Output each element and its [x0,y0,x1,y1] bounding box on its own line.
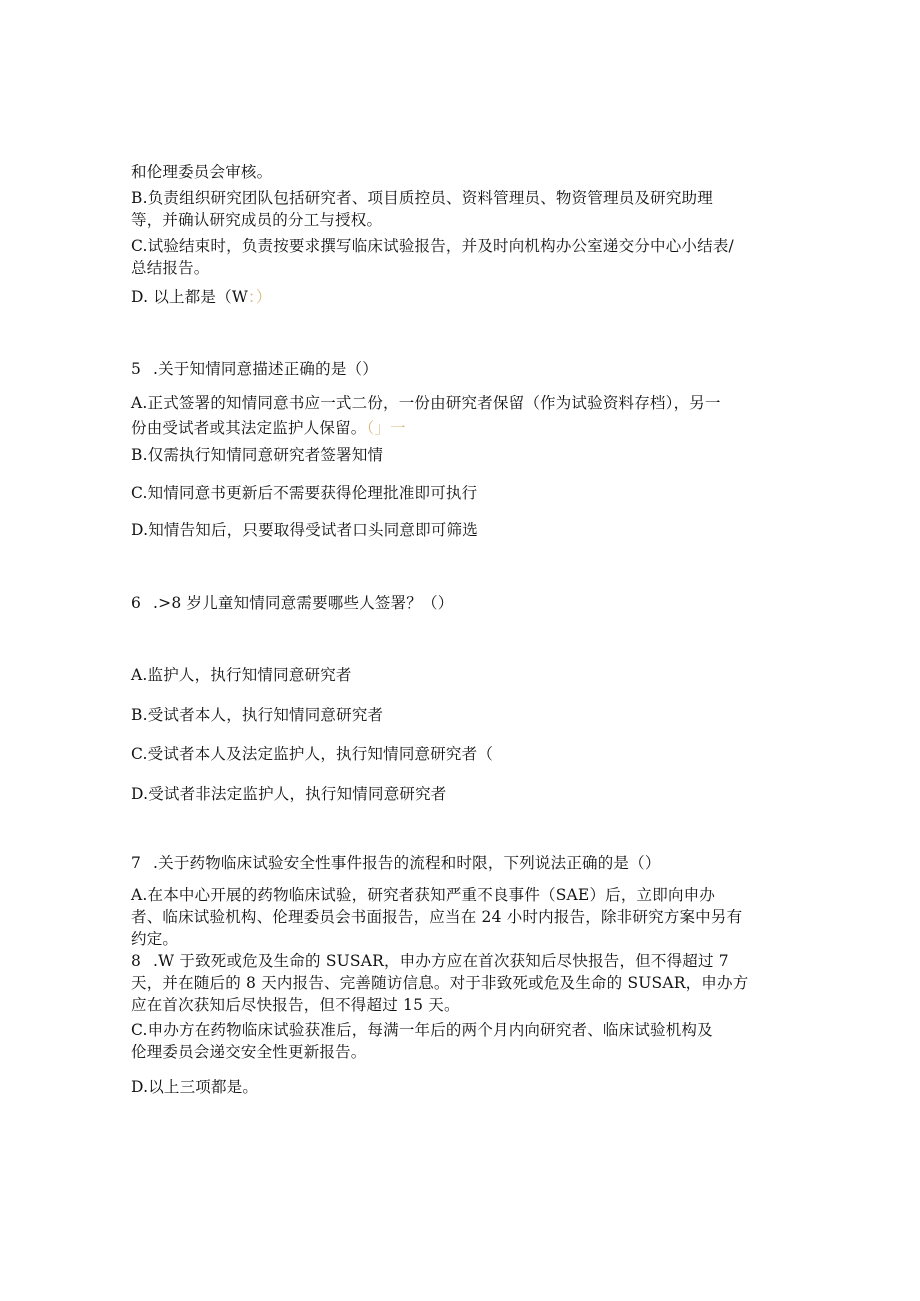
q5-option-a-line2-text: 份由受试者或其法定监护人保留。 [131,419,367,437]
q7-option-c-line2: 伦理委员会递交安全性更新报告。 [131,1043,367,1061]
q6-option-d: D.受试者非法定监护人，执行知情同意研究者 [131,785,447,803]
q7-option-b-number: 8 [131,952,142,970]
q5-option-b: B.仅需执行知情同意研究者签署知情 [131,446,384,464]
q5-option-a-line1: A.正式签署的知情同意书应一式二份，一份由研究者保留（作为试验资料存档），另一 [131,394,721,412]
q4-option-b-line1: B.负责组织研究团队包括研究者、项目质控员、资料管理员、物资管理员及研究助理 [131,189,713,207]
q5-number: 5 [131,360,142,378]
q7-option-b-line2: 天，并在随后的 8 天内报告、完善随访信息。对于非致死或危及生命的 SUSAR，申办方 [131,974,749,992]
q4-option-a-continuation: 和伦理委员会审核。 [131,163,273,181]
q7-option-a-line1: A.在本中心开展的药物临床试验，研究者获知严重不良事件（SAE）后，立即向申办 [131,886,716,904]
q4-option-c-line1: C.试验结束时，负责按要求撰写临床试验报告，并及时向机构办公室递交分中心小结表/ [131,237,734,255]
q7-option-b-line1 [131,950,729,972]
q7-option-d: D.以上三项都是。 [131,1078,259,1096]
q6-stem-text: .>8 岁儿童知情同意需要哪些人签署？（） [153,594,454,612]
q5-stem [131,358,378,380]
q4-answer-mark: ：） [247,288,272,306]
q4-option-d [131,286,272,308]
q4-option-b-line2: 等，并确认研究成员的分工与授权。 [131,211,383,229]
q7-stem [131,852,661,874]
q7-number: 7 [131,854,142,872]
q7-option-a-line3: 约定。 [131,930,179,948]
q5-answer-mark: （」一 [366,419,406,437]
q5-option-d: D.知情告知后，只要取得受试者口头同意即可筛选 [131,521,478,539]
q7-option-b-line3: 应在首次获知后尽快报告，但不得超过 15 天。 [131,996,460,1014]
q6-option-a: A.监护人，执行知情同意研究者 [131,666,352,684]
q7-option-b-line1-text: .W 于致死或危及生命的 SUSAR，申办方应在首次获知后尽快报告，但不得超过 7 [153,952,729,970]
q6-number: 6 [131,594,142,612]
q7-option-c-line1: C.申办方在药物临床试验获准后，每满一年后的两个月内向研究者、临床试验机构及 [131,1021,713,1039]
q6-option-b: B.受试者本人，执行知情同意研究者 [131,706,384,724]
q5-stem-text: .关于知情同意描述正确的是（） [153,360,378,378]
q5-option-a-line2 [131,417,406,439]
q6-option-c: C.受试者本人及法定监护人，执行知情同意研究者（ [131,745,494,763]
q7-stem-text: .关于药物临床试验安全性事件报告的流程和时限，下列说法正确的是（） [153,854,661,872]
q5-option-c: C.知情同意书更新后不需要获得伦理批准即可执行 [131,484,478,502]
q7-option-a-line2: 者、临床试验机构、伦理委员会书面报告，应当在 24 小时内报告，除非研究方案中另有 [131,908,743,926]
q4-option-c-line2: 总结报告。 [131,259,210,277]
q4-option-d-text: D. 以上都是（W [131,288,248,306]
q6-stem [131,592,453,614]
